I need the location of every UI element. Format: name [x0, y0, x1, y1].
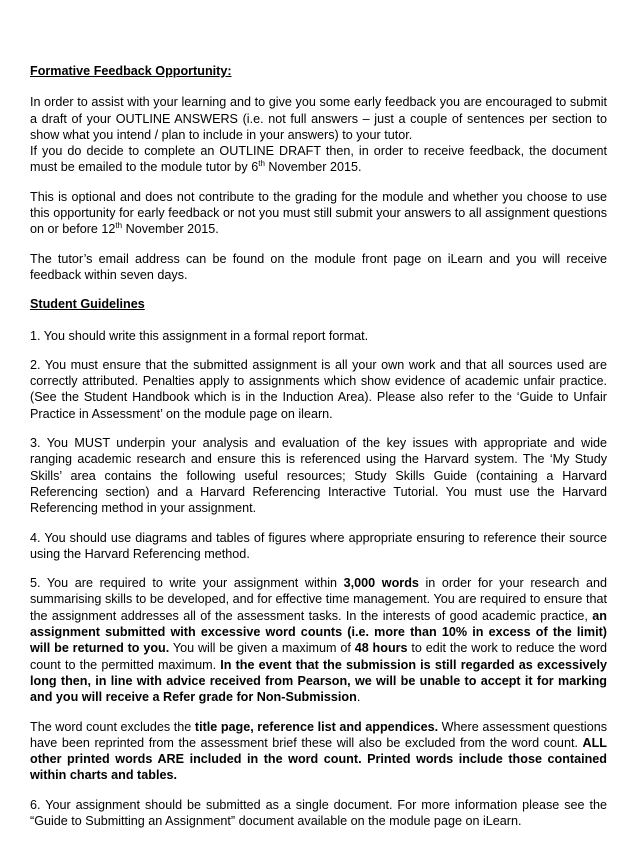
bold-text: ALL other printed words ARE included in the word count. Printed words include those contained within charts and tables. [30, 735, 607, 783]
superscript: th [115, 221, 123, 231]
paragraph-text: 5. You are required to write your assignment within [30, 576, 344, 591]
paragraph-text: November 2015. [122, 222, 219, 237]
guideline-1: 1. You should write this assignment in a formal report format. [30, 328, 369, 343]
guideline-2: 2. You must ensure that the submitted assignment is all your own work and that all sources used are correctly attributed. Penalties apply to assignments which show evidence of academic unfair practice. (See the Student Handbook which is in the Induction Area). Please also refer to the ‘Guide to Unfair Practice in Assessment’ on the module page on ilearn. [30, 357, 607, 421]
guideline-3: 3. You MUST underpin your analysis and evaluation of the key issues with appropriate and wide ranging academic research and ensure this is referenced using the Harvard system. The ‘My Study Skills’ area contains the following useful resources; Study Skills Guide (containing a Harvard Referencing section) and a Harvard Referencing Interactive Tutorial. You must use the Harvard Referencing method in your assignment. [30, 436, 607, 516]
feedback-paragraph-1: In order to assist with your learning and to give you some early feedback you are encouraged to submit a draft of your OUTLINE ANSWERS (i.e. not full answers – just a couple of sentences per section to show what you intend / plan to include in your answers) to your tutor. [30, 95, 607, 142]
word-count-paragraph [30, 719, 607, 784]
paragraph-text: . [356, 690, 361, 705]
paragraph-text: in order for your research and summarising skills to be developed, and for effective time management. You are required to ensure that the assignment addresses all of the assessment tasks. In the interests of good academic practice, [30, 576, 607, 623]
paragraph-text: The word count excludes the [30, 719, 195, 734]
bold-text: title page, reference list and appendices. [194, 719, 439, 734]
document-body [30, 63, 607, 842]
bold-text: In the event that the submission is still regarded as excessively long then, in line with advice received from Pearson, we will be unable to accept it for marking and you will receive a Refer grade for Non-Submission [30, 657, 607, 705]
guideline-5 [30, 575, 607, 705]
guidelines-heading: Student Guidelines [30, 297, 145, 312]
paragraph-text: This is optional and does not contribute to the grading for the module and whether you choose to use this opportunity for early feedback or not you must still submit your answers to all assignment questions on or before 12 [30, 189, 607, 237]
bold-text: 3,000 words [343, 576, 419, 591]
guideline-4: 4. You should use diagrams and tables of figures where appropriate ensuring to reference their source using the Harvard Referencing method. [30, 530, 607, 561]
paragraph-text: If you do decide to complete an OUTLINE DRAFT then, in order to receive feedback, the document must be emailed to the module tutor by 6 [30, 144, 607, 175]
bold-text: an assignment submitted with excessive word counts (i.e. more than 10% in excess of the limit) will be returned to you. [30, 608, 607, 656]
bold-text: 48 hours [354, 641, 408, 656]
feedback-paragraph-4: The tutor’s email address can be found on the module front page on iLearn and you will receive feedback within seven days. [30, 251, 607, 282]
paragraph-text: November 2015. [264, 160, 362, 175]
guideline-6: 6. Your assignment should be submitted as a single document. For more information please see the “Guide to Submitting an Assignment” document available on the module page on iLearn. [30, 797, 607, 828]
feedback-paragraph-3 [30, 189, 607, 238]
superscript: th [258, 159, 265, 169]
paragraph-text: You will be given a maximum of [169, 641, 355, 656]
feedback-paragraph-2 [30, 143, 607, 176]
feedback-heading: Formative Feedback Opportunity: [30, 64, 232, 78]
paragraph-text: Where assessment questions have been reprinted from the assessment brief these will also be excluded from the word count. [30, 719, 607, 750]
paragraph-text: to edit the work to reduce the word count to the permitted maximum. [30, 641, 608, 672]
